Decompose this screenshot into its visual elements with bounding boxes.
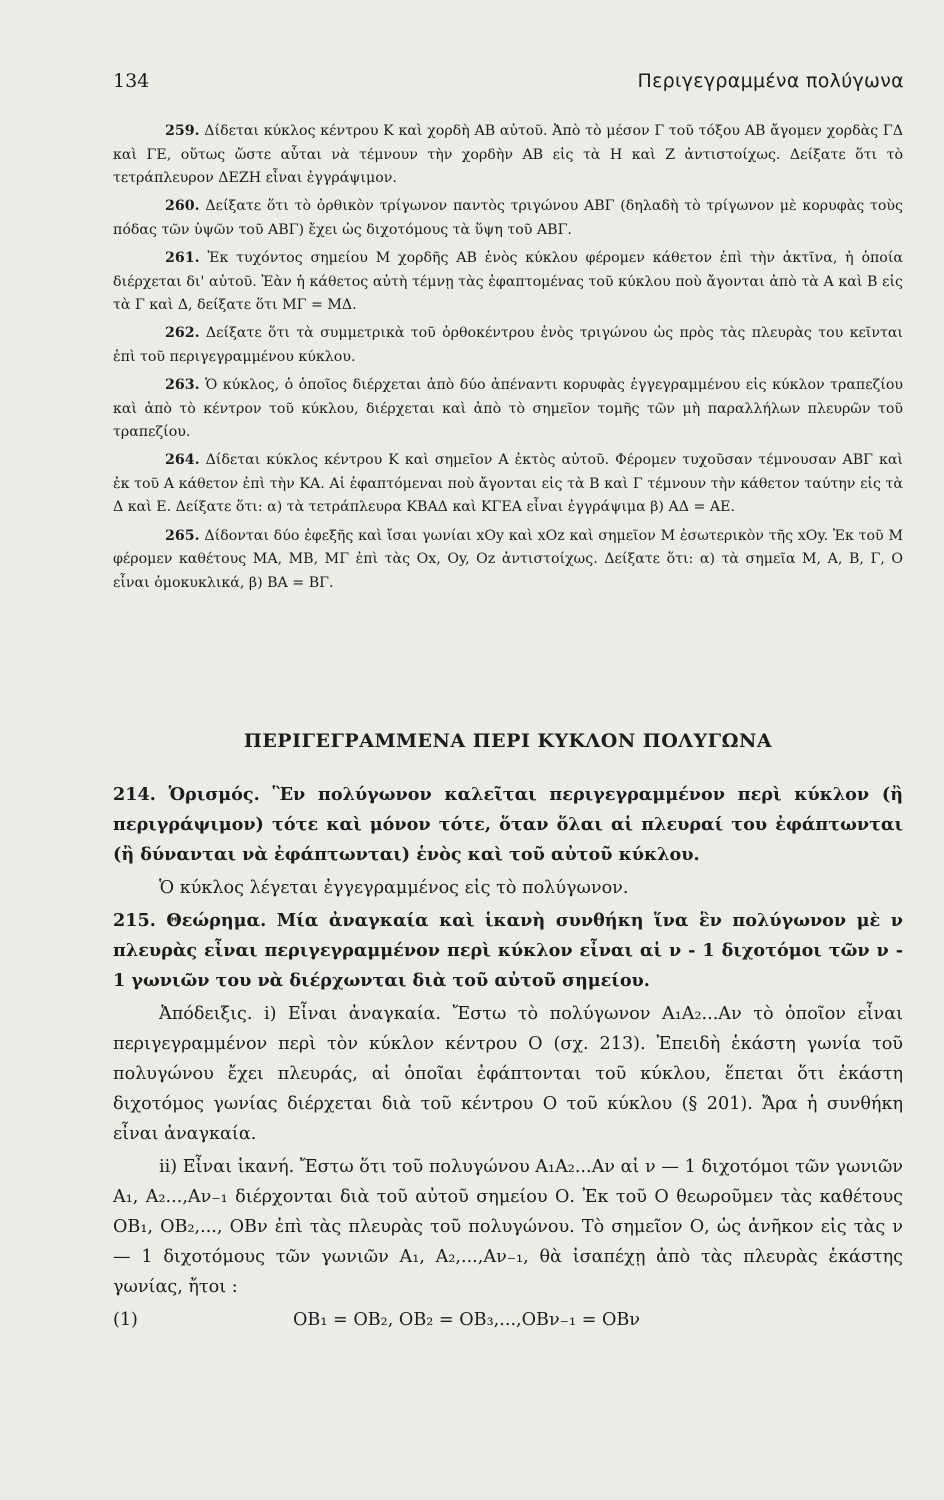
main-text	[113, 780, 903, 1335]
definition-214: 214. Ὁρισμός. Ἓν πολύγωνον καλεῖται περιγεγραμμένον περὶ κύκλον (ἢ περιγράψιμον) τότε καὶ μόνον τότε, ὅταν ὅλαι αἱ πλευραί του ἐφάπτωνται (ἢ δύνανται νὰ ἐφάπτωνται) ἑνὸς καὶ τοῦ αὐτοῦ κύκλου.	[113, 784, 903, 865]
equation-body: ΟΒ₁ = ΟΒ₂, ΟΒ₂ = ΟΒ₃,...,ΟΒν₋₁ = ΟΒν	[293, 1310, 640, 1330]
exercise-260: 260. Δείξατε ὅτι τὸ ὀρθικὸν τρίγωνον παντὸς τριγώνου ΑΒΓ (δηλαδὴ τὸ τρίγωνον μὲ κορυφὰς τοὺς πόδας τῶν ὑψῶν τοῦ ΑΒΓ) ἔχει ὡς διχοτόμους τὰ ὕψη τοῦ ΑΒΓ.	[113, 198, 903, 238]
page-header	[113, 70, 904, 92]
page-number: 134	[113, 70, 150, 92]
equation-label: (1)	[113, 1310, 138, 1330]
exercise-259: 259. Δίδεται κύκλος κέντρου Κ καὶ χορδὴ ΑΒ αὐτοῦ. Ἀπὸ τὸ μέσον Γ τοῦ τόξου ΑΒ ἄγομεν χορδὰς ΓΔ καὶ ΓΕ, οὕτως ὥστε αὗται νὰ τέμνουν τὴν χορδὴν ΑΒ εἰς τὰ Η καὶ Ζ ἀντιστοίχως. Δείξατε ὅτι τὸ τετράπλευρον ΔΕΖΗ εἶναι ἐγγράψιμον.	[113, 123, 903, 187]
equation-1	[113, 1305, 903, 1335]
exercise-262: 262. Δείξατε ὅτι τὰ συμμετρικὰ τοῦ ὀρθοκέντρου ἑνὸς τριγώνου ὡς πρὸς τὰς πλευρὰς του κεῖνται ἐπὶ τοῦ περιγεγραμμένου κύκλου.	[113, 325, 903, 365]
exercise-list	[113, 120, 903, 600]
proof-part-ii: ii) Εἶναι ἱκανή. Ἔστω ὅτι τοῦ πολυγώνου Α₁Α₂...Αν αἱ ν — 1 διχοτόμοι τῶν γωνιῶν Α₁, Α₂...,Αν₋₁ διέρχονται διὰ τοῦ αὐτοῦ σημείου Ο. Ἐκ τοῦ Ο θεωροῦμεν τὰς καθέτους ΟΒ₁, ΟΒ₂,..., ΟΒν ἐπὶ τὰς πλευρὰς τοῦ πολυγώνου. Τὸ σημεῖον Ο, ὡς ἀνῆκον εἰς τὰς ν — 1 διχοτόμους τῶν γωνιῶν Α₁, Α₂,...,Αν₋₁, θὰ ἰσαπέχῃ ἀπὸ τὰς πλευρὰς ἑκάστης γωνίας, ἤτοι :	[113, 1157, 903, 1297]
definition-note: Ὁ κύκλος λέγεται ἐγγεγραμμένος εἰς τὸ πολύγωνον.	[159, 878, 629, 898]
exercise-263: 263. Ὁ κύκλος, ὁ ὁποῖος διέρχεται ἀπὸ δύο ἀπέναντι κορυφὰς ἐγγεγραμμένου εἰς κύκλον τραπεζίου καὶ ἀπὸ τὸ κέντρον τοῦ κύκλου, διέρχεται καὶ ἀπὸ τὸ σημεῖον τομῆς τῶν μὴ παραλλήλων πλευρῶν τοῦ τραπεζίου.	[113, 376, 903, 441]
running-title: Περιγεγραμμένα πολύγωνα	[637, 70, 904, 92]
exercise-264: 264. Δίδεται κύκλος κέντρου Κ καὶ σημεῖον Α ἐκτὸς αὐτοῦ. Φέρομεν τυχοῦσαν τέμνουσαν ΑΒΓ καὶ ἐκ τοῦ Α κάθετον ἐπὶ τὴν ΚΑ. Αἱ ἐφαπτόμεναι ποὺ ἄγονται εἰς τὰ Β καὶ Γ τέμνουν τὴν κάθετον ταύτην εἰς τὰ Δ καὶ Ε. Δείξατε ὅτι: α) τὰ τετράπλευρα ΚΒΑΔ καὶ ΚΓΕΑ εἶναι ἐγγράψιμα β) ΑΔ = ΑΕ.	[113, 452, 903, 516]
proof-part-i: Ἀπόδειξις. i) Εἶναι ἀναγκαία. Ἔστω τὸ πολύγωνον Α₁Α₂...Αν τὸ ὁποῖον εἶναι περιγεγραμμένον περὶ τὸν κύκλον κέντρου Ο (σχ. 213). Ἐπειδὴ ἑκάστη γωνία τοῦ πολυγώνου ἔχει πλευράς, αἱ ὁποῖαι ἐφάπτονται τοῦ κύκλου, ἕπεται ὅτι ἑκάστη διχοτόμος γωνίας διέρχεται διὰ τοῦ κέντρου Ο τοῦ κύκλου (§ 201). Ἄρα ἡ συνθήκη εἶναι ἀναγκαία.	[113, 1004, 903, 1144]
section-title: ΠΕΡΙΓΕΓΡΑΜΜΕΝΑ ΠΕΡΙ ΚΥΚΛΟΝ ΠΟΛΥΓΩΝΑ	[243, 730, 773, 752]
exercise-261: 261. Ἐκ τυχόντος σημείου Μ χορδῆς ΑΒ ἑνὸς κύκλου φέρομεν κάθετον ἐπὶ τὴν ἀκτῖνα, ἡ ὁποία διέρχεται δι' αὐτοῦ. Ἐὰν ἡ κάθετος αὐτὴ τέμνῃ τὰς ἐφαπτομένας τοῦ κύκλου ποὺ ἄγονται ἀπὸ τὰ Α καὶ Β εἰς τὰ Γ καὶ Δ, δείξατε ὅτι ΜΓ = ΜΔ.	[113, 249, 903, 314]
exercise-265: 265. Δίδονται δύο ἐφεξῆς καὶ ἴσαι γωνίαι xOy καὶ xOz καὶ σημεῖον Μ ἐσωτερικὸν τῆς xOy. Ἐκ τοῦ Μ φέρομεν καθέτους ΜΑ, ΜΒ, ΜΓ ἐπὶ τὰς Οx, Οy, Οz ἀντιστοίχως. Δείξατε ὅτι: α) τὰ σημεῖα Μ, Α, Β, Γ, Ο εἶναι ὁμοκυκλικά, β) ΒΑ = ΒΓ.	[113, 527, 903, 591]
theorem-215: 215. Θεώρημα. Μία ἀναγκαία καὶ ἱκανὴ συνθήκη ἵνα ἓν πολύγωνον μὲ ν πλευρὰς εἶναι περιγεγραμμένον περὶ κύκλον εἶναι αἱ ν - 1 διχοτόμοι τῶν ν - 1 γωνιῶν του νὰ διέρχωνται διὰ τοῦ αὐτοῦ σημείου.	[113, 910, 903, 991]
